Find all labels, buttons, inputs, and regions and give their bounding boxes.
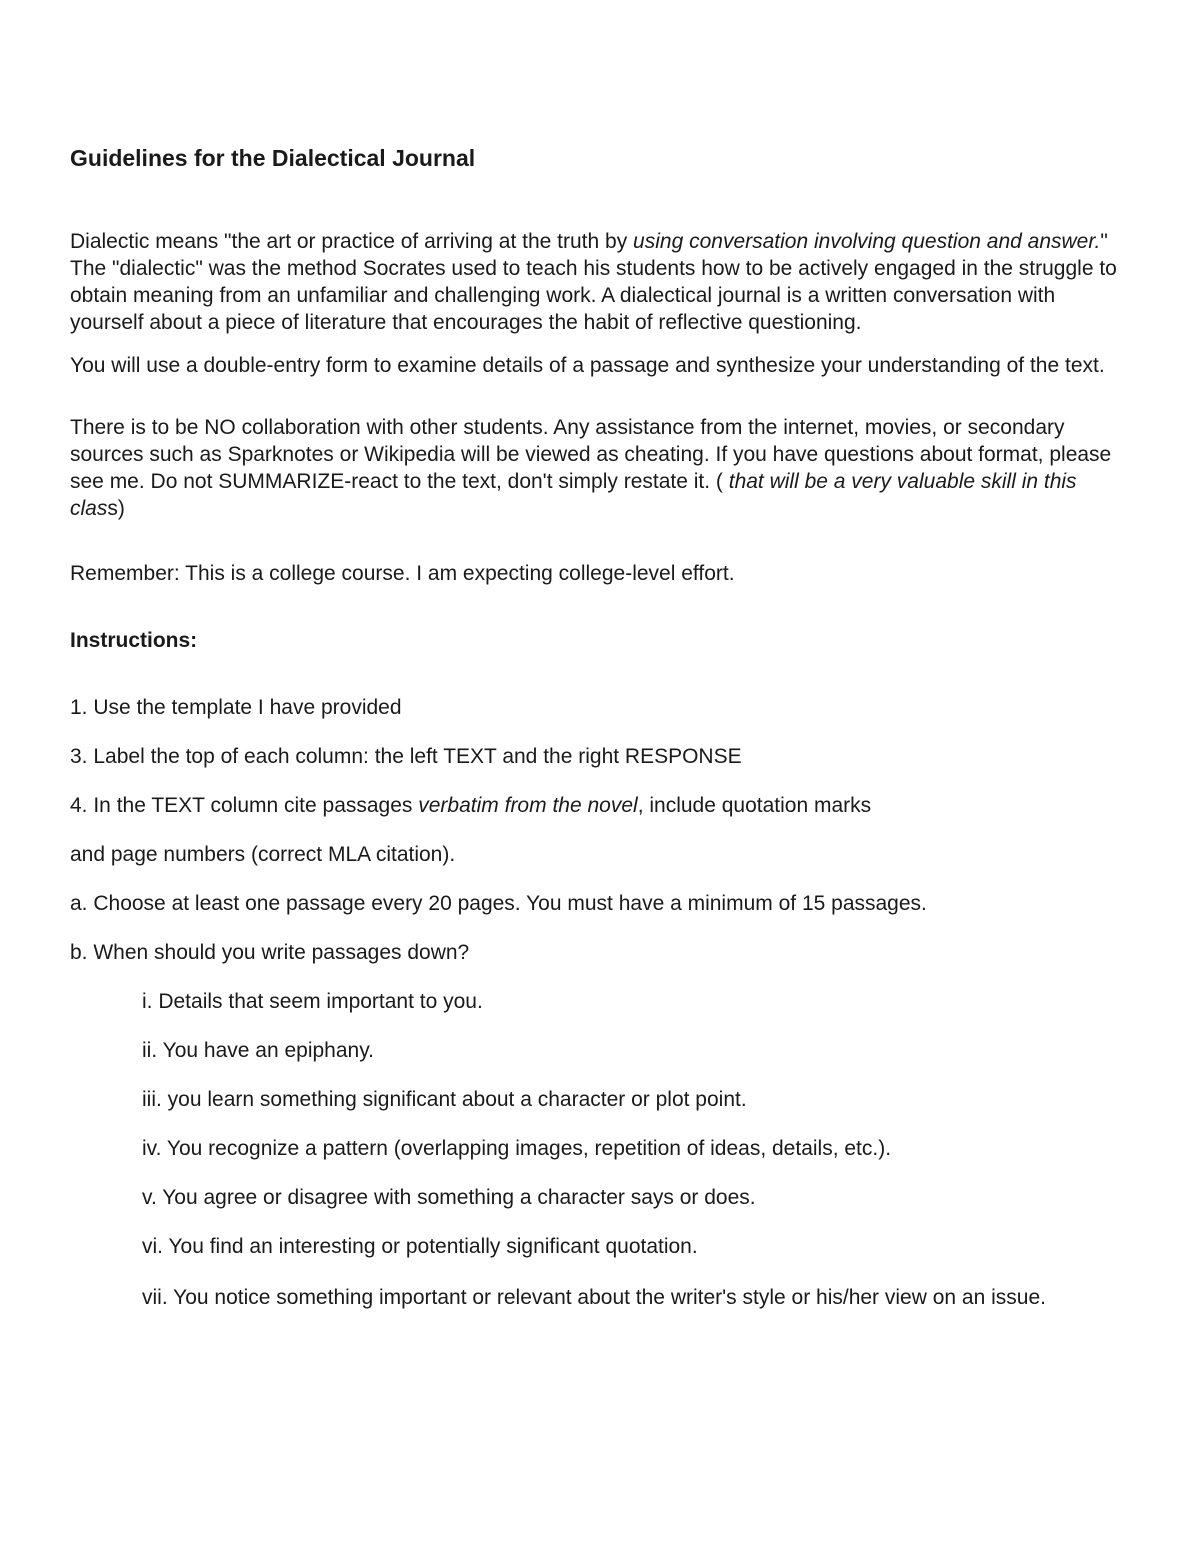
intro-text: " The "dialectic" was the method Socrates used to teach his students how to be actively engaged in the struggle to obtain meaning from an unfamiliar and challenging work. A dialectical journal is a written conversation with yourself about a piece of literature that encourages the habit of reflective questioning. bbox=[70, 230, 1117, 334]
intro-emphasis: that will be a very valuable skill in this clas bbox=[70, 470, 1077, 520]
instruction-item bbox=[70, 792, 1130, 819]
document-title: Guidelines for the Dialectical Journal bbox=[70, 145, 476, 171]
intro-text: s) bbox=[107, 497, 125, 520]
sub-item: i. Details that seem important to you. bbox=[142, 990, 483, 1013]
instruction-text: 4. In the TEXT column cite passages bbox=[70, 794, 419, 817]
intro-paragraph-collaboration bbox=[70, 414, 1130, 522]
intro-emphasis: using conversation involving question and answer. bbox=[633, 230, 1101, 253]
intro-paragraph-form: You will use a double-entry form to examine details of a passage and synthesize your understanding of the text. bbox=[70, 354, 1105, 377]
intro-text: There is to be NO collaboration with other students. Any assistance from the internet, movies, or secondary sources such as Sparknotes or Wikipedia will be viewed as cheating. If you have questions about format, please see me. Do not SUMMARIZE-react to the text, don't simply restate it. ( bbox=[70, 416, 1112, 493]
instruction-item: and page numbers (correct MLA citation). bbox=[70, 843, 456, 866]
sub-item: v. You agree or disagree with something a character says or does. bbox=[142, 1186, 756, 1209]
instruction-item: 1. Use the template I have provided bbox=[70, 696, 402, 719]
sub-item: vii. You notice something important or relevant about the writer's style or his/her view on an issue. bbox=[142, 1286, 1046, 1309]
instruction-text: , include quotation marks bbox=[637, 794, 872, 817]
instruction-item: b. When should you write passages down? bbox=[70, 941, 470, 964]
sub-item: ii. You have an epiphany. bbox=[142, 1039, 374, 1062]
instruction-item: a. Choose at least one passage every 20 pages. You must have a minimum of 15 passages. bbox=[70, 892, 927, 915]
sub-item: iv. You recognize a pattern (overlapping images, repetition of ideas, details, etc.). bbox=[142, 1137, 892, 1160]
intro-paragraph-definition bbox=[70, 228, 1130, 336]
instruction-item: 3. Label the top of each column: the left TEXT and the right RESPONSE bbox=[70, 745, 742, 768]
sub-item: vi. You find an interesting or potentially significant quotation. bbox=[142, 1235, 698, 1258]
instructions-heading: Instructions: bbox=[70, 629, 198, 652]
intro-paragraph-reminder: Remember: This is a college course. I am expecting college-level effort. bbox=[70, 562, 735, 585]
instruction-emphasis: verbatim from the novel bbox=[418, 794, 638, 817]
document-page bbox=[70, 140, 1130, 1335]
intro-text: Dialectic means "the art or practice of arriving at the truth by bbox=[70, 230, 634, 253]
sub-item: iii. you learn something significant about a character or plot point. bbox=[142, 1088, 747, 1111]
